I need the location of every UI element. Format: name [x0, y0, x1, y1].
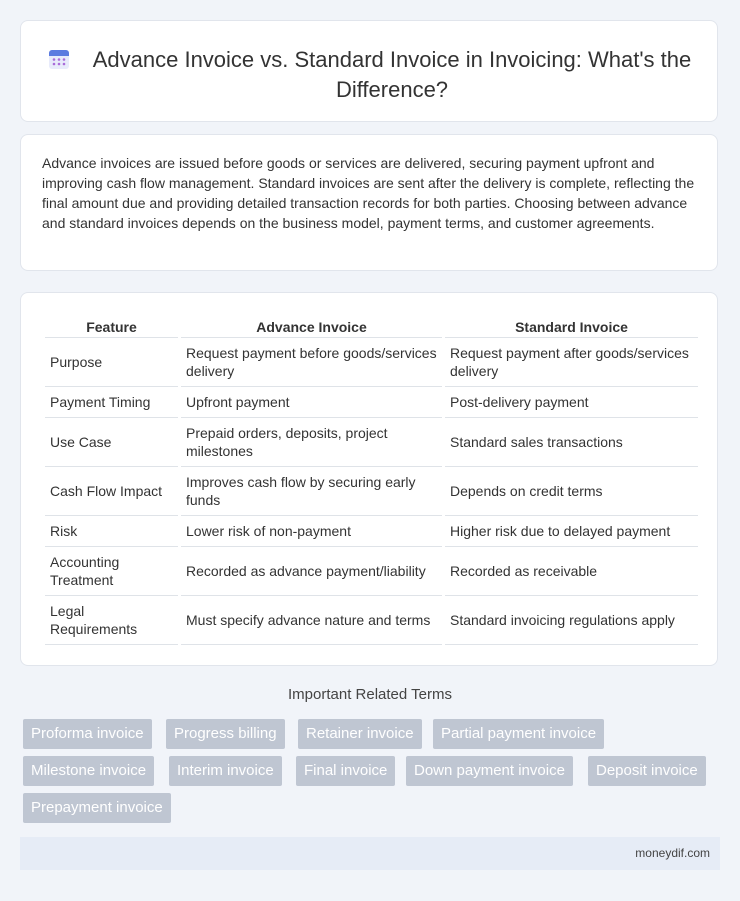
- table-row: [45, 418, 698, 467]
- advance-cell: Upfront payment: [181, 387, 442, 418]
- header-standard: Standard Invoice: [445, 315, 698, 338]
- tag-milestone-invoice[interactable]: Milestone invoice: [23, 756, 154, 786]
- advance-cell: Request payment before goods/services delivery: [181, 338, 442, 387]
- tag-interim-invoice[interactable]: Interim invoice: [169, 756, 282, 786]
- standard-cell: Standard sales transactions: [445, 418, 698, 467]
- feature-cell: Risk: [45, 516, 178, 547]
- comparison-table: [42, 315, 701, 645]
- tag-retainer-invoice[interactable]: Retainer invoice: [298, 719, 422, 749]
- tag-prepayment-invoice[interactable]: Prepayment invoice: [23, 793, 171, 823]
- advance-cell: Must specify advance nature and terms: [181, 596, 442, 645]
- intro-card: [20, 134, 718, 271]
- standard-cell: Request payment after goods/services delivery: [445, 338, 698, 387]
- footer-site[interactable]: moneydif.com: [635, 846, 710, 860]
- standard-cell: Recorded as receivable: [445, 547, 698, 596]
- related-terms-title: Important Related Terms: [288, 686, 452, 703]
- tag-final-invoice[interactable]: Final invoice: [296, 756, 395, 786]
- tag-deposit-invoice[interactable]: Deposit invoice: [588, 756, 706, 786]
- calendar-icon: [48, 48, 70, 70]
- table-row: [45, 596, 698, 645]
- table-row: [45, 338, 698, 387]
- advance-cell: Improves cash flow by securing early funds: [181, 467, 442, 516]
- tag-progress-billing[interactable]: Progress billing: [166, 719, 285, 749]
- feature-cell: Payment Timing: [45, 387, 178, 418]
- tag-partial-payment-invoice[interactable]: Partial payment invoice: [433, 719, 604, 749]
- feature-cell: Legal Requirements: [45, 596, 178, 645]
- feature-cell: Cash Flow Impact: [45, 467, 178, 516]
- header-advance: Advance Invoice: [181, 315, 442, 338]
- feature-cell: Accounting Treatment: [45, 547, 178, 596]
- advance-cell: Recorded as advance payment/liability: [181, 547, 442, 596]
- feature-cell: Purpose: [45, 338, 178, 387]
- table-row: [45, 387, 698, 418]
- table-row: [45, 516, 698, 547]
- advance-cell: Prepaid orders, deposits, project milestones: [181, 418, 442, 467]
- feature-cell: Use Case: [45, 418, 178, 467]
- intro-paragraph: Advance invoices are issued before goods or services are delivered, securing payment upfront and improving cash flow management. Standard invoices are sent after the delivery is complete, reflecting the final amount due and providing detailed transaction records for both parties. Choosing between advance and standard invoices depends on the business model, payment terms, and customer agreements.: [42, 155, 695, 231]
- table-row: [45, 547, 698, 596]
- standard-cell: Depends on credit terms: [445, 467, 698, 516]
- standard-cell: Standard invoicing regulations apply: [445, 596, 698, 645]
- tag-down-payment-invoice[interactable]: Down payment invoice: [406, 756, 573, 786]
- tag-proforma-invoice[interactable]: Proforma invoice: [23, 719, 152, 749]
- footer: [20, 837, 720, 870]
- header-feature: Feature: [45, 315, 178, 338]
- page-title: Advance Invoice vs. Standard Invoice in Invoicing: What's the Difference?: [92, 47, 692, 102]
- advance-cell: Lower risk of non-payment: [181, 516, 442, 547]
- table-row: [45, 467, 698, 516]
- comparison-card: [20, 292, 718, 666]
- title-card: [20, 20, 718, 122]
- table-header-row: [45, 315, 698, 338]
- standard-cell: Post-delivery payment: [445, 387, 698, 418]
- standard-cell: Higher risk due to delayed payment: [445, 516, 698, 547]
